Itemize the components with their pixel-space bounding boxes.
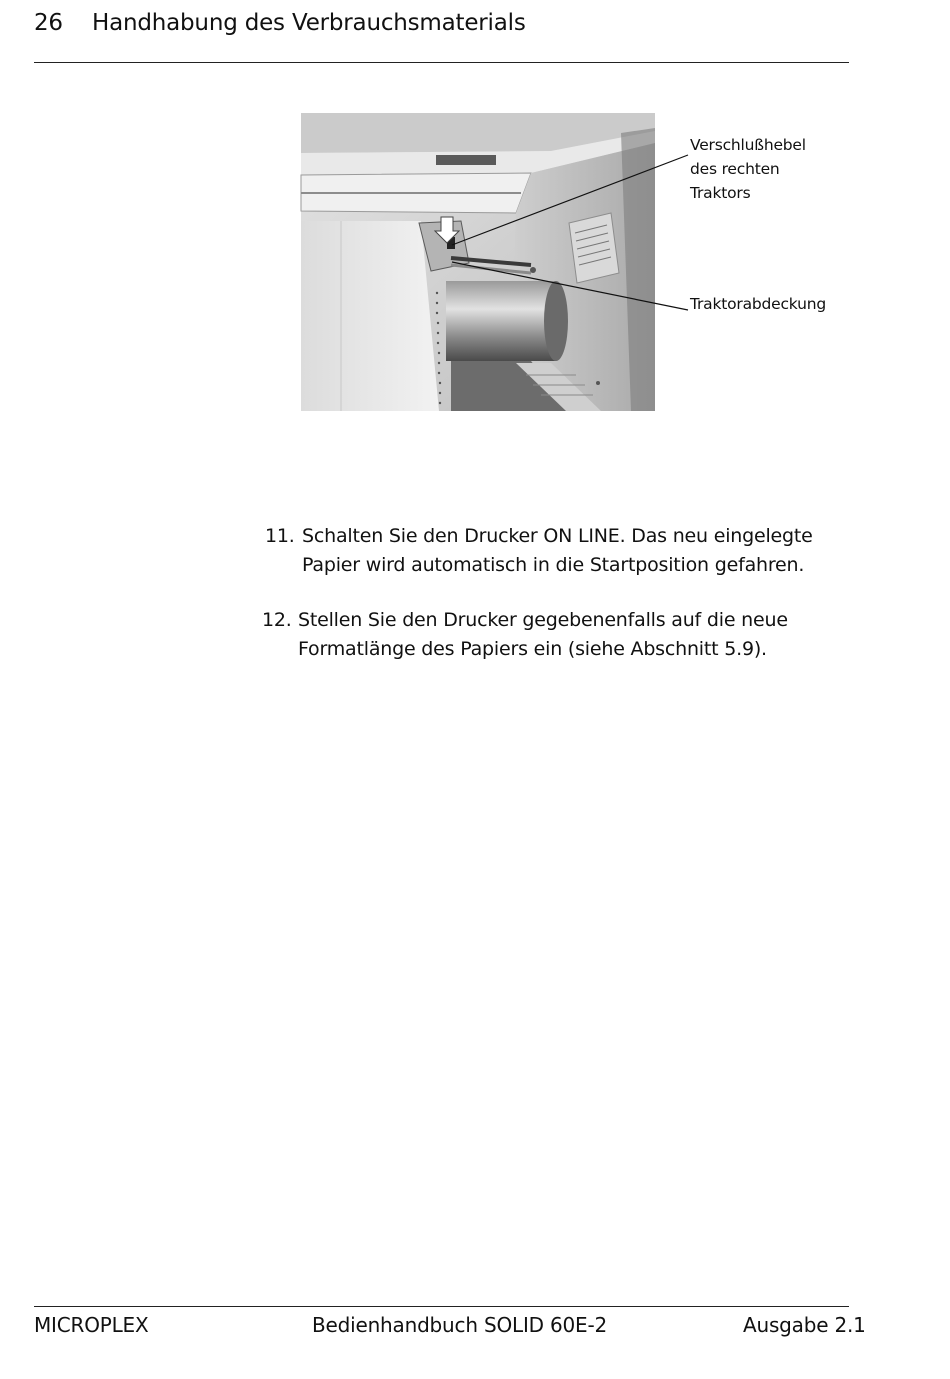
step-text-line: Schalten Sie den Drucker ON LINE. Das neu eingelegte [302, 525, 813, 547]
step-text-line: Formatlänge des Papiers ein (siehe Abschnitt 5.9). [298, 638, 767, 660]
footer-manual-title: Bedienhandbuch SOLID 60E-2 [312, 1313, 608, 1337]
step-item [262, 606, 842, 664]
step-number: 11. [265, 525, 295, 547]
page-number: 26 [34, 10, 63, 36]
header-rule [34, 62, 849, 63]
step-number: 12. [262, 609, 292, 631]
page-header [34, 10, 526, 36]
callout-lock-lever-line-2: des rechten [690, 160, 780, 178]
chapter-title: Handhabung des Verbrauchsmaterials [92, 10, 526, 36]
footer-rule [34, 1306, 849, 1307]
step-text-line: Stellen Sie den Drucker gegebenenfalls auf die neue [298, 609, 788, 631]
callout-lock-lever [690, 133, 840, 205]
footer-edition: Ausgabe 2.1 [743, 1313, 866, 1337]
instruction-steps [262, 522, 842, 690]
callout-lock-lever-line-1: Verschlußhebel [690, 136, 806, 154]
callout-lock-lever-line-3: Traktors [690, 184, 751, 202]
callout-tractor-cover: Traktorabdeckung [690, 295, 826, 313]
step-item [262, 522, 842, 580]
printer-tractor-photo [301, 113, 655, 411]
step-text-line: Papier wird automatisch in die Startposition gefahren. [302, 554, 805, 576]
footer-company: MICROPLEX [34, 1313, 149, 1337]
